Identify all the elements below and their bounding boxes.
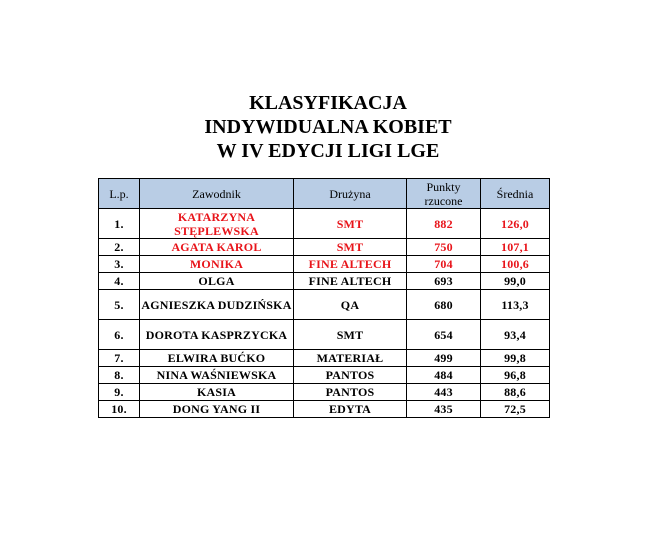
cell-lp: 8. bbox=[99, 367, 140, 384]
table-row bbox=[99, 320, 550, 350]
cell-lp: 2. bbox=[99, 239, 140, 256]
header-avg: Średnia bbox=[481, 179, 550, 209]
cell-name: DOROTA KASPRZYCKA bbox=[140, 320, 294, 350]
cell-lp: 3. bbox=[99, 256, 140, 273]
header-name: Zawodnik bbox=[140, 179, 294, 209]
cell-name: KASIA bbox=[140, 384, 294, 401]
cell-lp: 5. bbox=[99, 290, 140, 320]
cell-name: NINA WAŚNIEWSKA bbox=[140, 367, 294, 384]
cell-team: SMT bbox=[294, 239, 407, 256]
cell-avg: 100,6 bbox=[481, 256, 550, 273]
table-row bbox=[99, 273, 550, 290]
cell-avg: 72,5 bbox=[481, 401, 550, 418]
table-row bbox=[99, 209, 550, 239]
table-row bbox=[99, 239, 550, 256]
header-team: Drużyna bbox=[294, 179, 407, 209]
cell-name: DONG YANG II bbox=[140, 401, 294, 418]
cell-avg: 126,0 bbox=[481, 209, 550, 239]
cell-avg: 99,8 bbox=[481, 350, 550, 367]
cell-name: AGNIESZKA DUDZIŃSKA bbox=[140, 290, 294, 320]
cell-name: ELWIRA BUĆKO bbox=[140, 350, 294, 367]
header-lp: L.p. bbox=[99, 179, 140, 209]
cell-lp: 1. bbox=[99, 209, 140, 239]
table-row bbox=[99, 350, 550, 367]
header-points: Punkty rzucone bbox=[407, 179, 481, 209]
cell-team: PANTOS bbox=[294, 384, 407, 401]
table-row bbox=[99, 367, 550, 384]
cell-avg: 99,0 bbox=[481, 273, 550, 290]
cell-team: SMT bbox=[294, 320, 407, 350]
cell-avg: 107,1 bbox=[481, 239, 550, 256]
cell-lp: 4. bbox=[99, 273, 140, 290]
cell-team: MATERIAŁ bbox=[294, 350, 407, 367]
cell-points: 750 bbox=[407, 239, 481, 256]
cell-name: AGATA KAROL bbox=[140, 239, 294, 256]
cell-name: MONIKA bbox=[140, 256, 294, 273]
cell-points: 499 bbox=[407, 350, 481, 367]
cell-lp: 10. bbox=[99, 401, 140, 418]
table-row bbox=[99, 401, 550, 418]
cell-team: QA bbox=[294, 290, 407, 320]
table-row bbox=[99, 290, 550, 320]
cell-name: KATARZYNA STĘPLEWSKA bbox=[140, 209, 294, 239]
table-row bbox=[99, 384, 550, 401]
cell-team: FINE ALTECH bbox=[294, 273, 407, 290]
cell-lp: 6. bbox=[99, 320, 140, 350]
title-line-1: KLASYFIKACJA bbox=[249, 92, 407, 114]
cell-lp: 9. bbox=[99, 384, 140, 401]
cell-avg: 93,4 bbox=[481, 320, 550, 350]
cell-name: OLGA bbox=[140, 273, 294, 290]
cell-avg: 88,6 bbox=[481, 384, 550, 401]
table-row bbox=[99, 256, 550, 273]
cell-points: 443 bbox=[407, 384, 481, 401]
cell-points: 484 bbox=[407, 367, 481, 384]
header-row bbox=[99, 179, 550, 209]
cell-lp: 7. bbox=[99, 350, 140, 367]
cell-points: 693 bbox=[407, 273, 481, 290]
classification-table bbox=[98, 178, 550, 418]
title-line-2: INDYWIDUALNA KOBIET bbox=[204, 116, 452, 138]
title-line-3: W IV EDYCJI LIGI LGE bbox=[216, 140, 440, 162]
cell-points: 435 bbox=[407, 401, 481, 418]
cell-team: SMT bbox=[294, 209, 407, 239]
cell-points: 704 bbox=[407, 256, 481, 273]
cell-avg: 96,8 bbox=[481, 367, 550, 384]
page-title bbox=[0, 91, 656, 163]
cell-team: FINE ALTECH bbox=[294, 256, 407, 273]
cell-points: 654 bbox=[407, 320, 481, 350]
cell-team: PANTOS bbox=[294, 367, 407, 384]
cell-team: EDYTA bbox=[294, 401, 407, 418]
cell-avg: 113,3 bbox=[481, 290, 550, 320]
cell-points: 680 bbox=[407, 290, 481, 320]
cell-points: 882 bbox=[407, 209, 481, 239]
